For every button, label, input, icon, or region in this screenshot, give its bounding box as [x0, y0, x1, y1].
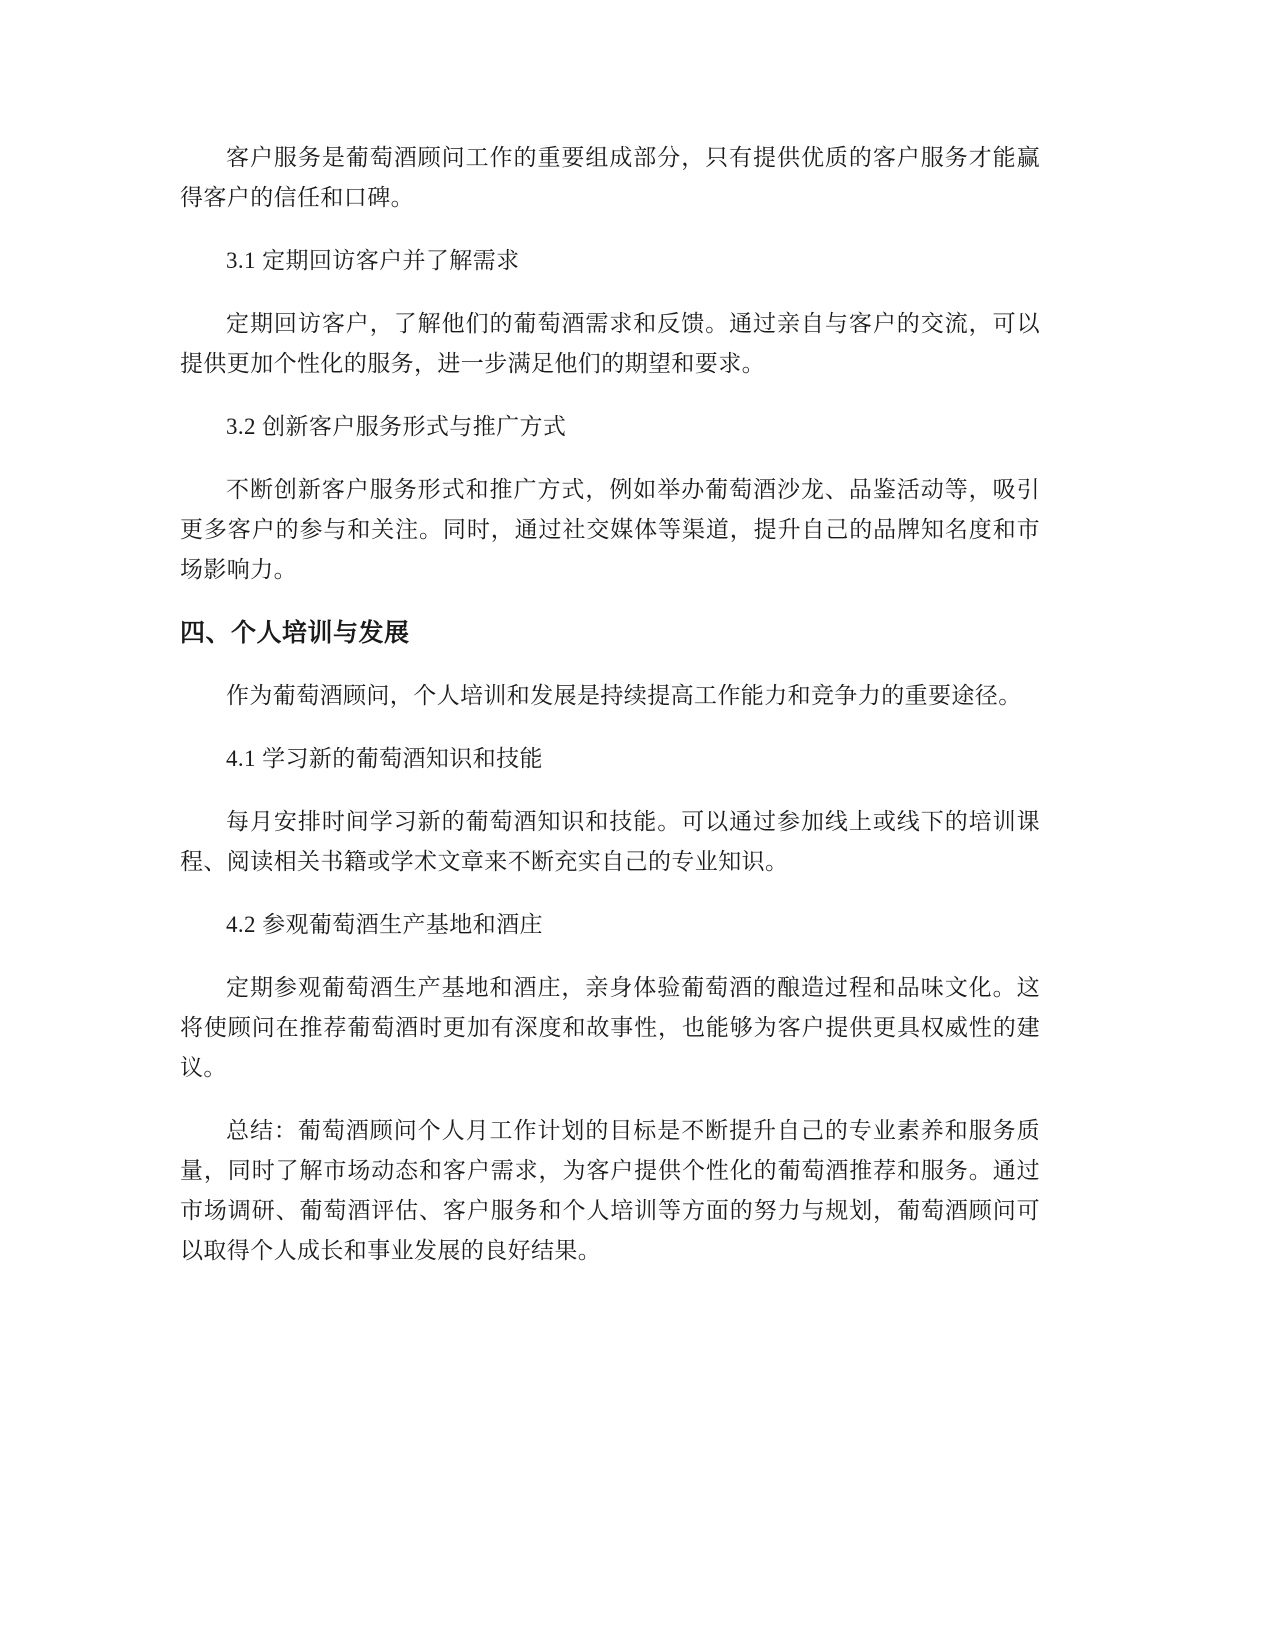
- conclusion-paragraph: 总结：葡萄酒顾问个人月工作计划的目标是不断提升自己的专业素养和服务质量，同时了解市场动态和客户需求，为客户提供个性化的葡萄酒推荐和服务。通过市场调研、葡萄酒评估、客户服务和个人培训等方面的努力与规划，葡萄酒顾问可以取得个人成长和事业发展的良好结果。: [180, 1118, 1040, 1263]
- subsection-3-1-body: 定期回访客户，了解他们的葡萄酒需求和反馈。通过亲自与客户的交流，可以提供更加个性化的服务，进一步满足他们的期望和要求。: [180, 311, 1040, 376]
- section-4-intro: 作为葡萄酒顾问，个人培训和发展是持续提高工作能力和竞争力的重要途径。: [226, 683, 1022, 708]
- section-4-heading: 四、个人培训与发展: [180, 618, 410, 647]
- subsection-3-1-title: 3.1 定期回访客户并了解需求: [226, 248, 520, 273]
- subsection-4-1-body: 每月安排时间学习新的葡萄酒知识和技能。可以通过参加线上或线下的培训课程、阅读相关书籍或学术文章来不断充实自己的专业知识。: [180, 809, 1040, 874]
- subsection-4-2-title: 4.2 参观葡萄酒生产基地和酒庄: [226, 912, 543, 937]
- subsection-3-2-title: 3.2 创新客户服务形式与推广方式: [226, 414, 567, 439]
- document-page: [180, 138, 1040, 1294]
- intro-paragraph: 客户服务是葡萄酒顾问工作的重要组成部分，只有提供优质的客户服务才能赢得客户的信任和口碑。: [180, 145, 1040, 210]
- subsection-4-1-title: 4.1 学习新的葡萄酒知识和技能: [226, 746, 543, 771]
- subsection-3-2-body: 不断创新客户服务形式和推广方式，例如举办葡萄酒沙龙、品鉴活动等，吸引更多客户的参与和关注。同时，通过社交媒体等渠道，提升自己的品牌知名度和市场影响力。: [180, 477, 1040, 582]
- subsection-4-2-body: 定期参观葡萄酒生产基地和酒庄，亲身体验葡萄酒的酿造过程和品味文化。这将使顾问在推荐葡萄酒时更加有深度和故事性，也能够为客户提供更具权威性的建议。: [180, 975, 1040, 1080]
